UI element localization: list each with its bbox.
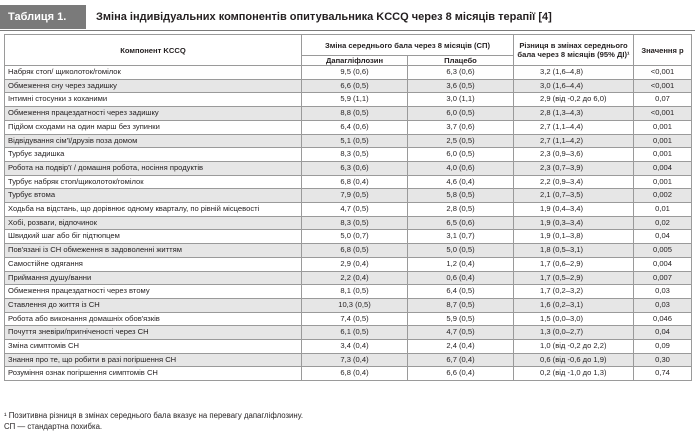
kccq-table xyxy=(4,34,692,381)
cell-difference: 2,1 (0,7–3,5) xyxy=(514,189,634,203)
cell-p-value: 0,005 xyxy=(634,244,692,258)
cell-component: Набряк стоп/ щиколоток/гомілок xyxy=(5,66,302,80)
header-placebo: Плацебо xyxy=(408,56,514,66)
cell-dapagliflozin: 6,4 (0,6) xyxy=(302,120,408,134)
cell-placebo: 6,3 (0,6) xyxy=(408,66,514,80)
title-divider xyxy=(0,30,695,31)
cell-placebo: 6,6 (0,4) xyxy=(408,367,514,381)
table-title-bar xyxy=(0,0,695,31)
table-row xyxy=(5,312,692,326)
cell-difference: 1,7 (0,2–3,2) xyxy=(514,285,634,299)
cell-component: Робота або виконання домашніх обов'язків xyxy=(5,312,302,326)
cell-p-value: 0,03 xyxy=(634,285,692,299)
header-mean-change: Зміна середнього бала через 8 місяців (СП) xyxy=(302,35,514,56)
cell-placebo: 5,9 (0,5) xyxy=(408,312,514,326)
cell-component: Приймання душу/ванни xyxy=(5,271,302,285)
cell-difference: 1,3 (0,0–2,7) xyxy=(514,326,634,340)
cell-dapagliflozin: 5,9 (1,1) xyxy=(302,93,408,107)
cell-difference: 0,2 (від -1,0 до 1,3) xyxy=(514,367,634,381)
cell-dapagliflozin: 6,8 (0,4) xyxy=(302,175,408,189)
cell-placebo: 3,1 (0,7) xyxy=(408,230,514,244)
cell-p-value: 0,001 xyxy=(634,175,692,189)
cell-dapagliflozin: 8,3 (0,5) xyxy=(302,148,408,162)
table-row xyxy=(5,120,692,134)
cell-dapagliflozin: 8,3 (0,5) xyxy=(302,216,408,230)
cell-dapagliflozin: 7,4 (0,5) xyxy=(302,312,408,326)
cell-difference: 2,3 (0,7–3,9) xyxy=(514,161,634,175)
cell-p-value: 0,02 xyxy=(634,216,692,230)
cell-difference: 1,0 (від -0,2 до 2,2) xyxy=(514,340,634,354)
cell-difference: 2,9 (від -0,2 до 6,0) xyxy=(514,93,634,107)
cell-dapagliflozin: 2,2 (0,4) xyxy=(302,271,408,285)
cell-dapagliflozin: 5,0 (0,7) xyxy=(302,230,408,244)
cell-dapagliflozin: 6,8 (0,5) xyxy=(302,244,408,258)
cell-component: Хобі, розваги, відпочинок xyxy=(5,216,302,230)
cell-dapagliflozin: 6,6 (0,5) xyxy=(302,79,408,93)
cell-component: Знання про те, що робити в разі погіршення СН xyxy=(5,353,302,367)
cell-difference: 2,7 (1,1–4,2) xyxy=(514,134,634,148)
table-row xyxy=(5,285,692,299)
cell-difference: 2,2 (0,9–3,4) xyxy=(514,175,634,189)
header-dapagliflozin: Дапагліфлозин xyxy=(302,56,408,66)
table-body xyxy=(5,66,692,381)
table-row xyxy=(5,66,692,80)
header-p-value: Значення p xyxy=(634,35,692,66)
table-row xyxy=(5,203,692,217)
cell-component: Зміна симптомів СН xyxy=(5,340,302,354)
cell-placebo: 2,8 (0,5) xyxy=(408,203,514,217)
cell-placebo: 6,0 (0,5) xyxy=(408,107,514,121)
cell-placebo: 8,7 (0,5) xyxy=(408,298,514,312)
cell-difference: 1,9 (0,1–3,8) xyxy=(514,230,634,244)
table-row xyxy=(5,79,692,93)
cell-component: Обмеження працездатності через втому xyxy=(5,285,302,299)
cell-p-value: 0,001 xyxy=(634,148,692,162)
cell-p-value: 0,01 xyxy=(634,203,692,217)
cell-dapagliflozin: 9,5 (0,6) xyxy=(302,66,408,80)
cell-dapagliflozin: 6,8 (0,4) xyxy=(302,367,408,381)
table-row xyxy=(5,148,692,162)
cell-placebo: 5,0 (0,5) xyxy=(408,244,514,258)
table-title: Зміна індивідуальних компонентів опитувальника KCCQ через 8 місяців терапії [4] xyxy=(96,11,552,23)
footnote-positive-difference: ¹ Позитивна різниця в змінах середнього бала вказує на перевагу дапагліфлозину. xyxy=(4,411,303,420)
cell-p-value: 0,002 xyxy=(634,189,692,203)
cell-p-value: 0,07 xyxy=(634,93,692,107)
cell-difference: 1,9 (0,4–3,4) xyxy=(514,203,634,217)
table-row xyxy=(5,175,692,189)
cell-component: Ставлення до життя із СН xyxy=(5,298,302,312)
cell-difference: 1,7 (0,5–2,9) xyxy=(514,271,634,285)
cell-difference: 3,2 (1,6–4,8) xyxy=(514,66,634,80)
cell-p-value: <0,001 xyxy=(634,79,692,93)
cell-p-value: <0,001 xyxy=(634,107,692,121)
cell-dapagliflozin: 7,9 (0,5) xyxy=(302,189,408,203)
cell-dapagliflozin: 10,3 (0,5) xyxy=(302,298,408,312)
cell-p-value: 0,74 xyxy=(634,367,692,381)
cell-p-value: 0,30 xyxy=(634,353,692,367)
cell-p-value: 0,046 xyxy=(634,312,692,326)
cell-component: Швидкий шаг або біг підтюпцем xyxy=(5,230,302,244)
cell-component: Обмеження сну через задишку xyxy=(5,79,302,93)
table-row xyxy=(5,216,692,230)
cell-p-value: 0,09 xyxy=(634,340,692,354)
cell-placebo: 3,6 (0,5) xyxy=(408,79,514,93)
cell-difference: 1,5 (0,0–3,0) xyxy=(514,312,634,326)
cell-component: Самостійне одягання xyxy=(5,257,302,271)
cell-dapagliflozin: 8,8 (0,5) xyxy=(302,107,408,121)
cell-dapagliflozin: 2,9 (0,4) xyxy=(302,257,408,271)
table-row xyxy=(5,93,692,107)
cell-p-value: 0,001 xyxy=(634,134,692,148)
table-row xyxy=(5,326,692,340)
table-row xyxy=(5,244,692,258)
cell-placebo: 5,8 (0,5) xyxy=(408,189,514,203)
table-row xyxy=(5,340,692,354)
cell-p-value: 0,001 xyxy=(634,120,692,134)
table-row xyxy=(5,271,692,285)
table-row xyxy=(5,298,692,312)
cell-p-value: 0,004 xyxy=(634,161,692,175)
cell-p-value: <0,001 xyxy=(634,66,692,80)
table-notes xyxy=(4,410,303,432)
cell-component: Підйом сходами на один марш без зупинки xyxy=(5,120,302,134)
cell-dapagliflozin: 8,1 (0,5) xyxy=(302,285,408,299)
cell-placebo: 2,5 (0,5) xyxy=(408,134,514,148)
table-row xyxy=(5,257,692,271)
table-number-tag: Таблиця 1. xyxy=(0,5,86,29)
cell-p-value: 0,04 xyxy=(634,230,692,244)
table-row xyxy=(5,353,692,367)
cell-component: Обмеження працездатності через задишку xyxy=(5,107,302,121)
cell-component: Турбує задишка xyxy=(5,148,302,162)
table-row xyxy=(5,107,692,121)
cell-component: Турбує втома xyxy=(5,189,302,203)
table-row xyxy=(5,189,692,203)
cell-placebo: 6,0 (0,5) xyxy=(408,148,514,162)
cell-dapagliflozin: 6,3 (0,6) xyxy=(302,161,408,175)
cell-placebo: 3,7 (0,6) xyxy=(408,120,514,134)
table-row xyxy=(5,161,692,175)
cell-placebo: 4,7 (0,5) xyxy=(408,326,514,340)
header-component: Компонент KCCQ xyxy=(5,35,302,66)
cell-component: Розуміння ознак погіршення симптомів СН xyxy=(5,367,302,381)
cell-placebo: 1,2 (0,4) xyxy=(408,257,514,271)
cell-component: Пов'язані із СН обмеження в задоволенні життям xyxy=(5,244,302,258)
cell-placebo: 4,6 (0,4) xyxy=(408,175,514,189)
cell-component: Почуття зневіри/пригніченості через СН xyxy=(5,326,302,340)
cell-component: Ходьба на відстань, що дорівнює одному кварталу, по рівній місцевості xyxy=(5,203,302,217)
cell-placebo: 3,0 (1,1) xyxy=(408,93,514,107)
cell-difference: 1,9 (0,3–3,4) xyxy=(514,216,634,230)
cell-placebo: 2,4 (0,4) xyxy=(408,340,514,354)
cell-difference: 1,6 (0,2–3,1) xyxy=(514,298,634,312)
footnote-se-abbreviation: СП — стандартна похибка. xyxy=(4,422,103,431)
header-difference: Різниця в змінах середнього бала через 8 місяців (95% ДІ)¹ xyxy=(514,35,634,66)
table-row xyxy=(5,230,692,244)
cell-difference: 2,8 (1,3–4,3) xyxy=(514,107,634,121)
cell-component: Турбує набряк стоп/щиколоток/гомілок xyxy=(5,175,302,189)
cell-p-value: 0,03 xyxy=(634,298,692,312)
cell-dapagliflozin: 6,1 (0,5) xyxy=(302,326,408,340)
cell-p-value: 0,04 xyxy=(634,326,692,340)
cell-placebo: 6,7 (0,4) xyxy=(408,353,514,367)
cell-placebo: 6,4 (0,5) xyxy=(408,285,514,299)
cell-dapagliflozin: 4,7 (0,5) xyxy=(302,203,408,217)
cell-component: Відвідування сім'ї/друзів поза домом xyxy=(5,134,302,148)
cell-difference: 3,0 (1,6–4,4) xyxy=(514,79,634,93)
table-row xyxy=(5,134,692,148)
cell-difference: 2,3 (0,9–3,6) xyxy=(514,148,634,162)
cell-dapagliflozin: 5,1 (0,5) xyxy=(302,134,408,148)
cell-p-value: 0,004 xyxy=(634,257,692,271)
cell-dapagliflozin: 3,4 (0,4) xyxy=(302,340,408,354)
cell-p-value: 0,007 xyxy=(634,271,692,285)
cell-placebo: 0,6 (0,4) xyxy=(408,271,514,285)
table-row xyxy=(5,367,692,381)
cell-difference: 0,6 (від -0,6 до 1,9) xyxy=(514,353,634,367)
cell-component: Робота на подвір'ї / домашня робота, носіння продуктів xyxy=(5,161,302,175)
cell-difference: 2,7 (1,1–4,4) xyxy=(514,120,634,134)
cell-placebo: 4,0 (0,6) xyxy=(408,161,514,175)
cell-difference: 1,8 (0,5–3,1) xyxy=(514,244,634,258)
cell-component: Інтимні стосунки з коханими xyxy=(5,93,302,107)
cell-difference: 1,7 (0,6–2,9) xyxy=(514,257,634,271)
cell-dapagliflozin: 7,3 (0,4) xyxy=(302,353,408,367)
cell-placebo: 6,5 (0,6) xyxy=(408,216,514,230)
